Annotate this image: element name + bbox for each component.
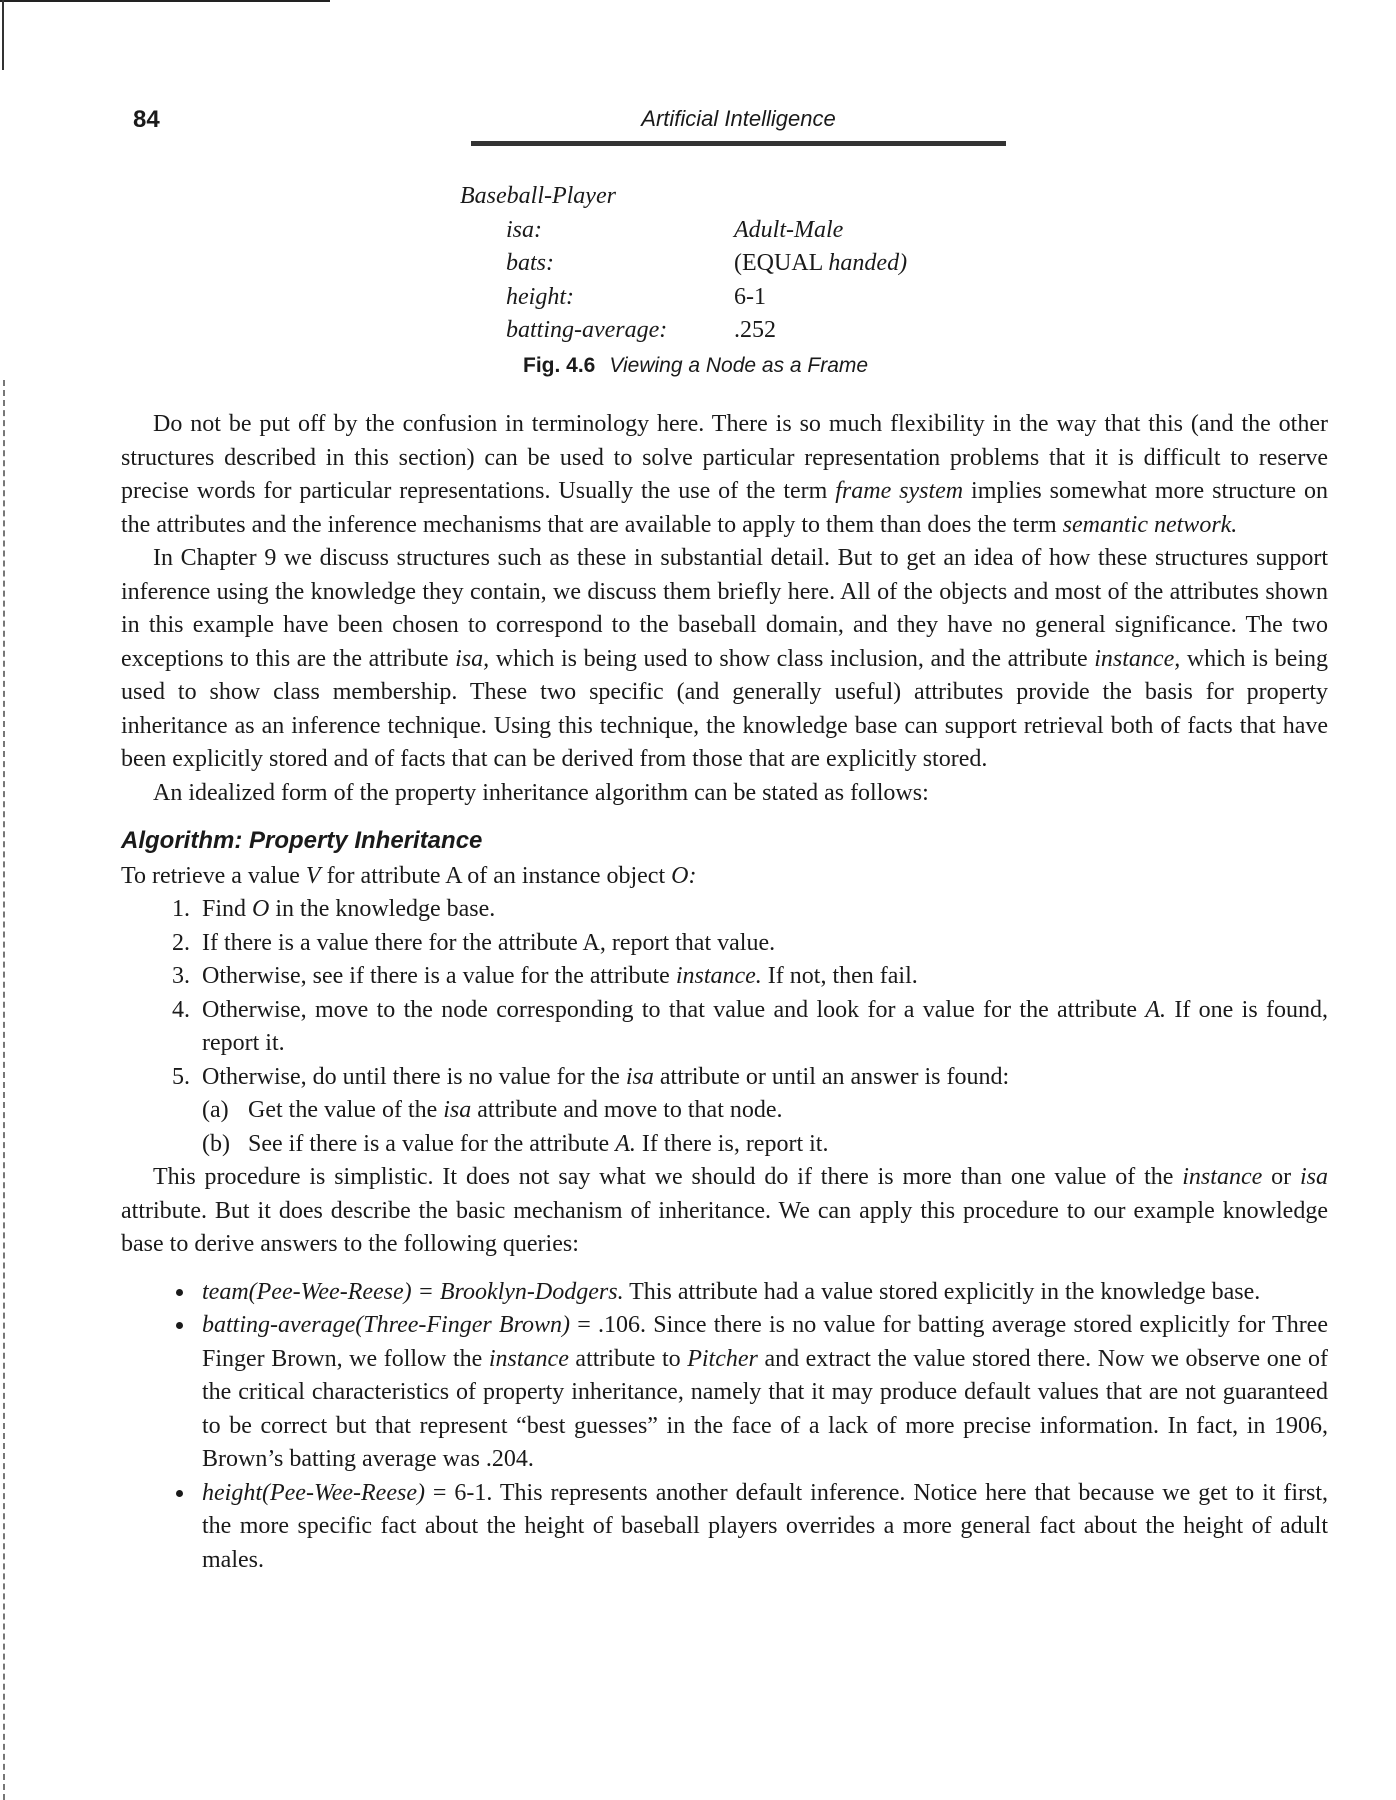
text: height(Pee-Wee-Reese): [202, 1479, 425, 1506]
algorithm-title: Algorithm: Property Inheritance: [121, 827, 483, 854]
text: which is being used to show class membership. These two specific (and generally useful) attributes provide the basis for property inheritance as an inference technique. Using this technique, the knowledge base can support retrieval both of facts that have been explicitly stored and of facts that can be derived from those that are explicitly stored.: [121, 645, 1329, 772]
text: See if there is a value for the attribute: [248, 1130, 616, 1157]
frame-slot: [460, 247, 907, 281]
text: Otherwise, move to the node corresponding to that value and look for a value for the attribute: [202, 996, 1146, 1023]
caption-label: Fig. 4.6: [523, 354, 596, 377]
text: To retrieve a value: [121, 862, 306, 889]
text: attribute to: [568, 1345, 688, 1372]
query-item: [196, 1276, 1328, 1310]
slot-key: isa:: [506, 216, 542, 243]
text: V: [305, 862, 321, 889]
text: If there is, report it.: [635, 1130, 829, 1157]
text: instance.: [675, 963, 762, 989]
text: attribute or until an answer is found:: [653, 1063, 1010, 1090]
text: isa: [1299, 1164, 1328, 1190]
text: O: [252, 896, 270, 922]
text: = 6-1. This represents another default inference. Notice here that because we get to it first, the more specific fact about the height of baseball players overrides a more general fact about the height of adult males.: [202, 1479, 1328, 1573]
text: In Chapter 9 we discuss structures such as these in substantial detail. But to get an idea of how these structures support inference using the knowledge they contain, we discuss them briefly here. All of the objects and most of the attributes shown in this example have been chosen to correspond to the baseball domain, and they have no general significance. The two exceptions to this are the attribute: [121, 545, 1328, 672]
text: attribute. But it does describe the basic mechanism of inheritance. We can apply this procedure to our example knowledge base to derive answers to the following queries:: [121, 1197, 1328, 1257]
frame-slot: [460, 314, 907, 348]
text: or: [1262, 1164, 1300, 1190]
frame-figure: [460, 180, 907, 348]
substep-label: (b): [202, 1130, 230, 1157]
substep-label: (a): [202, 1097, 229, 1123]
slot-value: handed): [828, 250, 908, 276]
text: Do not be put off by the confusion in terminology here. There is so much flexibility in the way that this (and the other structures described in this section) can be used to solve particular representation problems that it is difficult to reserve precise words for particular representations. Usually the use of the term: [121, 411, 1328, 504]
query-item: [196, 1309, 1328, 1477]
algorithm-intro: [121, 860, 1328, 894]
slot-value: 6-1: [734, 283, 766, 310]
algorithm-steps: [121, 893, 1328, 1161]
step: 2. If there is a value there for the attribute A, report that value.: [196, 927, 1328, 961]
slot-value: Adult-Male: [734, 216, 844, 243]
text: This attribute had a value stored explicitly in the knowledge base.: [623, 1278, 1261, 1305]
slot-value-prefix: (EQUAL: [734, 250, 829, 276]
scan-edge-left: [3, 380, 5, 1800]
text: isa,: [455, 645, 490, 672]
slot-value: .252: [734, 317, 776, 343]
text: for attribute A of an instance object: [320, 862, 672, 889]
text: O:: [671, 862, 697, 889]
step: [196, 960, 1328, 994]
text: If one is found, report it.: [202, 996, 1328, 1056]
text: Pitcher: [687, 1345, 758, 1372]
query-item: [196, 1477, 1328, 1578]
figure-caption: [523, 354, 868, 378]
text: = .106. Since there is no value for batting average stored explicitly for Three Finger Brown, we follow the: [202, 1312, 1328, 1372]
text: This procedure is simplistic. It does not say what we should do if there is more than one value of the: [153, 1164, 1183, 1190]
text: Get the value of the: [248, 1097, 444, 1123]
paragraph: [121, 542, 1328, 777]
substep: [202, 1128, 1328, 1162]
text: instance: [488, 1345, 569, 1372]
text: attribute and move to that node.: [471, 1097, 783, 1123]
page-number: 84: [133, 106, 160, 133]
query-list: [121, 1276, 1328, 1578]
text: which is being used to show class inclusion, and the attribute: [489, 645, 1095, 672]
text: Otherwise, do until there is no value for the: [202, 1063, 626, 1090]
text: instance,: [1094, 645, 1181, 672]
text: batting-average(Three-Finger Brown): [202, 1312, 571, 1338]
scan-edge-top: [0, 0, 330, 2]
text: implies somewhat more structure on the attributes and the inference mechanisms that are available to apply to them than does the term: [121, 478, 1328, 538]
text: isa: [625, 1063, 654, 1090]
body-text: [121, 408, 1328, 1577]
paragraph: An idealized form of the property inheritance algorithm can be stated as follows:: [153, 779, 929, 806]
text: semantic network.: [1062, 511, 1238, 538]
text: isa: [443, 1097, 472, 1123]
slot-key: bats:: [506, 250, 554, 276]
text: frame system: [835, 478, 964, 504]
text: in the knowledge base.: [269, 896, 496, 922]
text: instance: [1182, 1164, 1263, 1190]
substep: [202, 1094, 1328, 1128]
frame-slot: [460, 214, 907, 248]
slot-key: batting-average:: [506, 317, 668, 343]
text: If not, then fail.: [761, 963, 918, 989]
text: team(Pee-Wee-Reese) = Brooklyn-Dodgers.: [202, 1278, 624, 1305]
text: Otherwise, see if there is a value for the attribute: [202, 963, 676, 989]
header-rule: [471, 141, 1006, 146]
frame-slot: [460, 281, 907, 315]
slot-key: height:: [506, 283, 574, 310]
text: and extract the value stored there. Now we observe one of the critical characteristics of property inheritance, namely that it may produce default values that are not guaranteed to be correct but that represent “best guesses” in the face of a lack of more precise information. In fact, in 1906, Brown’s batting average was .204.: [202, 1345, 1328, 1472]
text: A.: [615, 1130, 636, 1157]
running-title: Artificial Intelligence: [641, 106, 836, 131]
substeps: [202, 1094, 1328, 1161]
paragraph: [121, 408, 1328, 542]
text: A.: [1145, 996, 1167, 1023]
step: [196, 893, 1328, 927]
caption-text: Viewing a Node as a Frame: [609, 354, 869, 377]
frame-node-name: Baseball-Player: [460, 183, 616, 209]
paragraph: [121, 1161, 1328, 1262]
text: Find: [202, 896, 253, 922]
step: [196, 994, 1328, 1061]
scan-edge-corner: [2, 0, 4, 70]
step: [196, 1061, 1328, 1162]
